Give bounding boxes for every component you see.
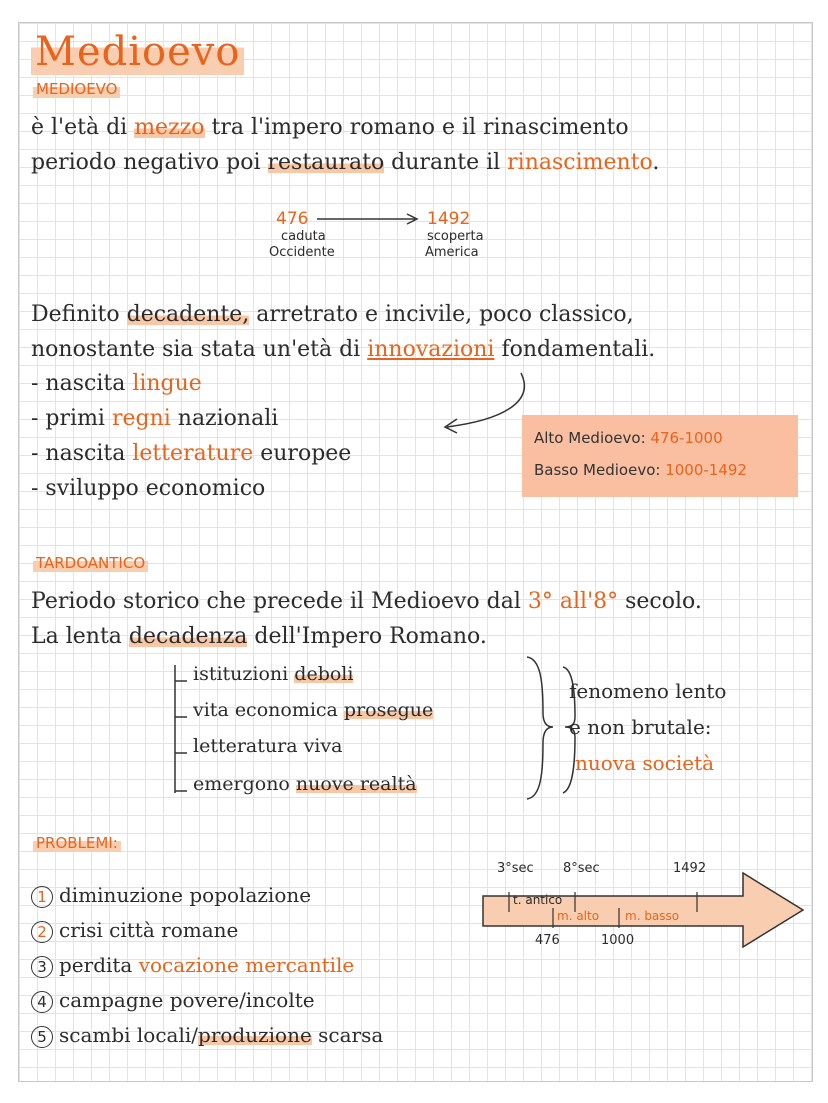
tardoantico-line-1: Periodo storico che precede il Medioevo dal 3° all'8° secolo.	[31, 589, 702, 614]
tree-bracket-icon	[169, 663, 189, 798]
problem-item-3: 3 perdita vocazione mercantile	[31, 953, 354, 978]
tardoantico-bullet-1: istituzioni deboli	[193, 663, 354, 685]
summary-line-1: fenomeno lento	[569, 679, 727, 703]
tardoantico-bullet-3: letteratura viva	[193, 735, 343, 757]
summary-line-3: nuova società	[575, 751, 715, 775]
problem-item-1: 1 diminuzione popolazione	[31, 883, 311, 908]
timeline-segment-basso: m. basso	[625, 909, 680, 923]
timeline-segment-tardoantico: t. antico	[513, 893, 563, 907]
number-4-icon: 4	[31, 991, 53, 1013]
number-1-icon: 1	[31, 886, 53, 908]
history-timeline-arrow	[479, 868, 809, 948]
definition-line-1: è l'età di mezzo tra l'impero romano e il rinascimento	[31, 115, 629, 140]
timeline-label-476: 476	[535, 933, 560, 948]
tardoantico-bullet-4: emergono nuove realtà	[193, 773, 417, 795]
tardoantico-line-2: La lenta decadenza dell'Impero Romano.	[31, 624, 487, 649]
end-label-1: scoperta	[427, 229, 484, 244]
number-2-icon: 2	[31, 921, 53, 943]
end-year: 1492	[427, 209, 471, 229]
definition-line-2: periodo negativo poi restaurato durante il rinascimento.	[31, 150, 660, 175]
page-title: Medioevo	[31, 29, 244, 75]
decadence-line-2: nonostante sia stata un'età di innovazioni fondamentali.	[31, 337, 656, 362]
start-year: 476	[276, 209, 309, 229]
innovation-item-4: - sviluppo economico	[31, 476, 266, 501]
section-heading-medioevo: MEDIOEVO	[33, 80, 120, 98]
start-label-2: Occidente	[269, 245, 335, 260]
start-label-1: caduta	[281, 229, 326, 244]
timeline-segment-alto: m. alto	[557, 909, 600, 923]
basso-medioevo-row: Basso Medioevo: 1000-1492	[534, 461, 747, 479]
tardoantico-bullet-2: vita economica prosegue	[193, 699, 434, 721]
innovation-item-2: - primi regni nazionali	[31, 406, 279, 431]
timeline-label-3sec: 3°sec	[497, 861, 534, 876]
section-heading-tardoantico: TARDOANTICO	[33, 554, 148, 572]
periods-box	[522, 415, 798, 497]
timeline-label-1000: 1000	[601, 933, 635, 948]
timeline-arrow-icon	[315, 211, 425, 227]
timeline-label-8sec: 8°sec	[563, 861, 600, 876]
problem-item-4: 4 campagne povere/incolte	[31, 988, 315, 1013]
number-3-icon: 3	[31, 956, 53, 978]
innovation-item-1: - nascita lingue	[31, 371, 202, 396]
left-brace-icon	[523, 653, 557, 803]
section-heading-problemi: PROBLEMI:	[33, 834, 121, 852]
timeline-label-1492: 1492	[673, 861, 707, 876]
summary-line-2: e non brutale:	[569, 715, 712, 739]
decadence-line-1: Definito decadente, arretrato e incivile, poco classico,	[31, 302, 634, 327]
alto-medioevo-row: Alto Medioevo: 476-1000	[534, 429, 723, 447]
problem-item-5: 5 scambi locali/produzione scarsa	[31, 1023, 383, 1048]
innovation-item-3: - nascita letterature europee	[31, 441, 352, 466]
notebook-page	[18, 22, 813, 1082]
problem-item-2: 2 crisi città romane	[31, 918, 238, 943]
end-label-2: America	[425, 245, 479, 260]
number-5-icon: 5	[31, 1026, 53, 1048]
